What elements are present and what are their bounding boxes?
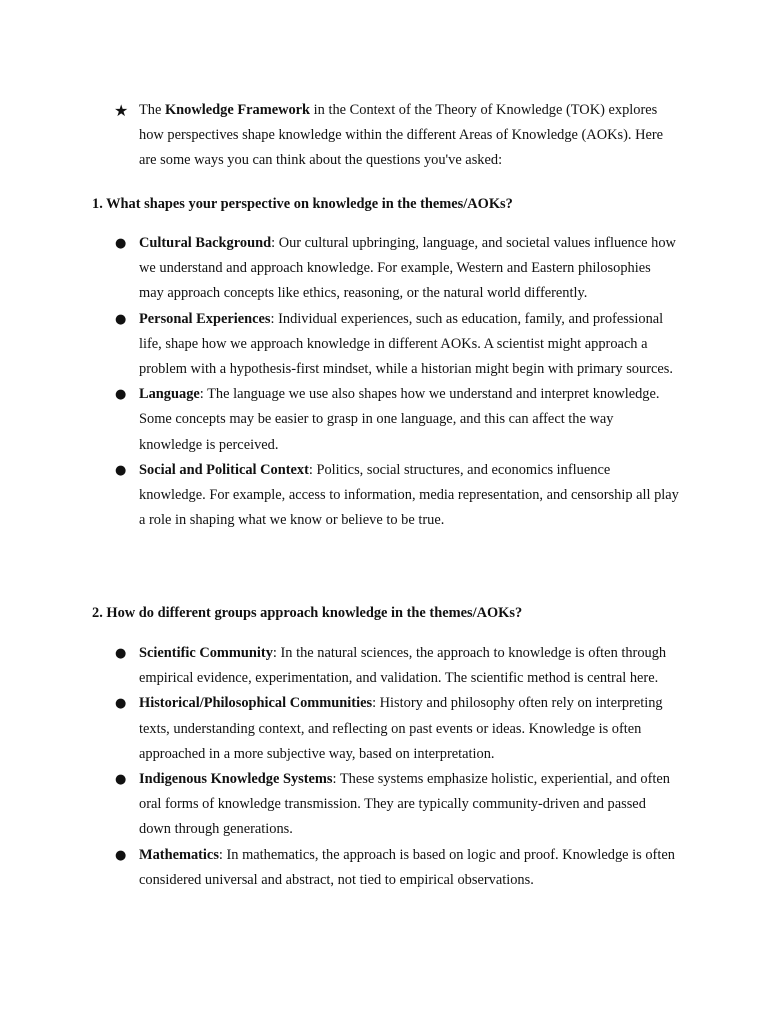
list-item-text: : In mathematics, the approach is based on logic and proof. Knowledge is often considered universal and abstract, not tied to empirical observations.	[139, 846, 675, 888]
bullet-icon: ●	[115, 311, 127, 327]
list-item-term: Mathematics	[139, 846, 219, 863]
bullet-icon: ●	[115, 236, 127, 251]
list-item	[115, 843, 679, 893]
list-item-text: : These systems emphasize holistic, experiential, and often oral forms of knowledge transmission. They are typically community-driven and passed down through generations.	[139, 771, 670, 838]
list-item-text: : Individual experiences, such as education, family, and professional life, shape how we approach knowledge in different AOKs. A scientist might approach a problem with a hypothesis-first mindset, while a historian might begin with primary sources.	[139, 310, 673, 378]
intro-lead: The	[139, 102, 165, 118]
list-item-term: Personal Experiences	[139, 310, 271, 327]
bullet-icon: ●	[115, 462, 127, 478]
list-item	[115, 307, 679, 383]
star-bullet-icon: ★	[114, 101, 129, 120]
list-item	[115, 231, 679, 307]
list-item	[115, 691, 679, 767]
list-item-term: Scientific Community	[139, 645, 273, 661]
bullet-icon: ●	[115, 696, 127, 712]
bullet-icon: ●	[115, 772, 127, 788]
list-item-text: : Politics, social structures, and economics influence knowledge. For example, access to information, media representation, and censorship all play a role in shaping what we know or believe to be true.	[139, 461, 679, 529]
bullet-icon: ●	[115, 646, 127, 661]
list-item-term: Historical/Philosophical Communities	[139, 695, 373, 712]
list-item-text: : The language we use also shapes how we understand and interpret knowledge. Some concepts may be easier to grasp in one language, and this can affect the way knowledge is perceived.	[139, 386, 660, 453]
list-item-text: : History and philosophy often rely on interpreting texts, understanding context, and reflecting on past events or ideas. Knowledge is often approached in a more subjective way, based on interpretation.	[139, 695, 663, 762]
list-item-term: Social and Political Context	[139, 461, 309, 478]
list-item-text: : In the natural sciences, the approach to knowledge is often through empirical evidence, experimentation, and validation. The scientific method is central here.	[139, 645, 667, 687]
list-item-term: Cultural Background	[139, 235, 272, 251]
list-item	[115, 767, 679, 843]
section-heading-1: 1. What shapes your perspective on knowledge in the themes/AOKs?	[92, 196, 513, 212]
list-item-term: Indigenous Knowledge Systems	[139, 771, 333, 788]
section-list-1	[115, 231, 679, 533]
bullet-icon: ●	[115, 847, 127, 863]
list-item	[115, 382, 679, 458]
bullet-icon: ●	[115, 387, 127, 403]
list-item-text: : Our cultural upbringing, language, and societal values influence how we understand and approach knowledge. For example, Western and Eastern philosophies may approach concepts like ethics, reasoning, or the natural world differently.	[139, 235, 676, 302]
section-heading-2: 2. How do different groups approach knowledge in the themes/AOKs?	[92, 605, 523, 621]
section-list-2	[115, 641, 679, 893]
list-item	[115, 641, 679, 691]
list-item-term: Language	[139, 386, 200, 403]
intro-paragraph	[114, 98, 679, 174]
intro-text: in the Context of the Theory of Knowledge (TOK) explores how perspectives shape knowledge within the different Areas of Knowledge (AOKs). Here are some ways you can think about the questions you've asked:	[139, 102, 664, 169]
intro-bold-term: Knowledge Framework	[164, 102, 311, 118]
list-item	[115, 458, 679, 534]
